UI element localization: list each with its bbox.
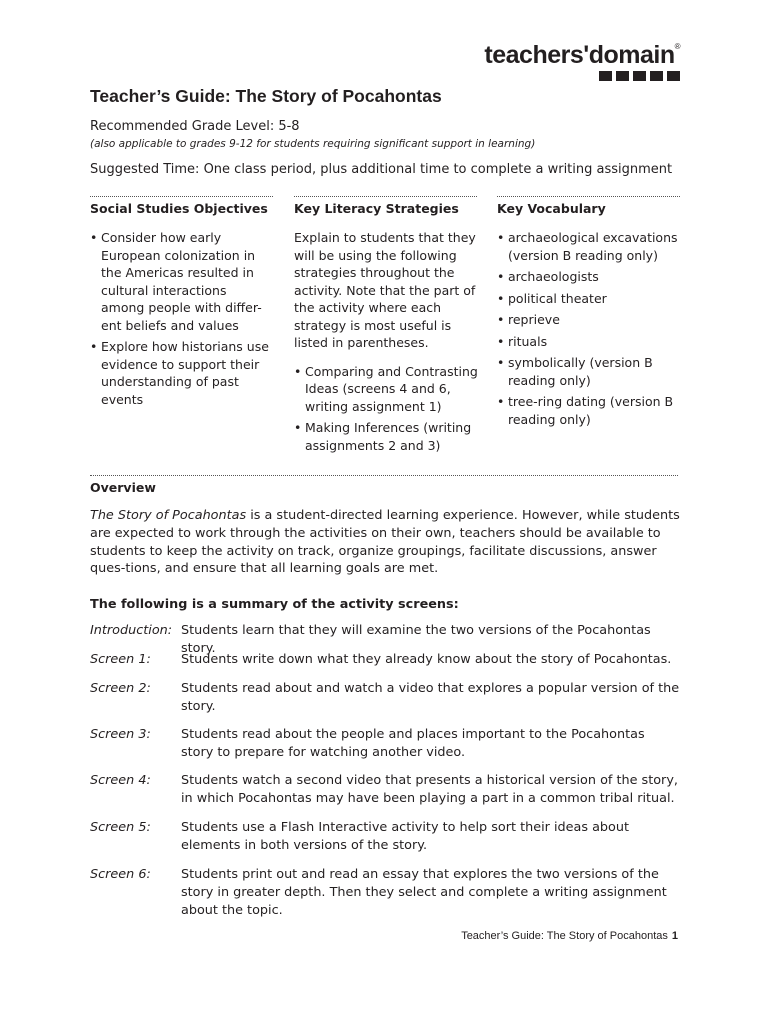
list-item: • rituals: [497, 333, 682, 351]
overview-title: The Story of Pocahontas: [90, 508, 247, 523]
screen-label: Screen 1:: [90, 652, 151, 667]
screen-description: Students write down what they already know about the story of Pocahontas.: [181, 652, 672, 667]
screen-description: Students watch a second video that presents a historical version of the story, in which Pocahontas may have been playing a part in a common tribal ritual.: [181, 773, 678, 806]
screen-description: Students use a Flash Interactive activity to help sort their ideas about elements in both versions of the story.: [181, 820, 630, 853]
vocabulary-heading: Key Vocabulary: [497, 201, 606, 216]
grade-note: (also applicable to grades 9-12 for students requiring significant support in learning): [90, 138, 536, 150]
footer-title: Teacher’s Guide: The Story of Pocahontas: [461, 930, 668, 942]
screen-description: Students print out and read an essay that explores the two versions of the story in greater depth. Then they select and complete a writing assignment about the topic.: [181, 867, 667, 918]
objectives-list: [90, 229, 272, 412]
logo-blocks: [484, 71, 680, 81]
list-item: • Consider how early European colonization in the Americas resulted in cultural interactions among people with differ-ent beliefs and values: [90, 229, 272, 334]
logo-text: teachers'domain: [484, 41, 675, 69]
list-item: • symbolically (version B reading only): [497, 354, 682, 389]
literacy-section: [294, 229, 479, 458]
list-item: • archaeological excavations (version B reading only): [497, 229, 682, 264]
list-item: • Explore how historians use evidence to support their understanding of past events: [90, 338, 272, 408]
overview-text: [90, 507, 680, 578]
suggested-time: Suggested Time: One class period, plus additional time to complete a writing assignment: [90, 162, 673, 177]
screen-description: Students learn that they will examine the two versions of the Pocahontas story.: [181, 623, 651, 656]
literacy-heading: Key Literacy Strategies: [294, 201, 459, 216]
screen-description: Students read about and watch a video that explores a popular version of the story.: [181, 681, 680, 714]
page-number: 1: [671, 930, 678, 942]
list-item: • political theater: [497, 290, 682, 308]
overview-heading: Overview: [90, 480, 156, 495]
screen-label: Screen 3:: [90, 727, 151, 742]
list-item: • reprieve: [497, 311, 682, 329]
list-item: • Comparing and Contrasting Ideas (screens 4 and 6, writing assignment 1): [294, 363, 479, 416]
screen-label: Screen 5:: [90, 820, 151, 835]
screen-label: Screen 2:: [90, 681, 151, 696]
page-title: Teacher’s Guide: The Story of Pocahontas: [90, 86, 442, 106]
list-item: • tree-ring dating (version B reading only): [497, 393, 682, 428]
summary-heading: The following is a summary of the activity screens:: [90, 597, 459, 612]
objectives-heading: Social Studies Objectives: [90, 201, 268, 216]
vocabulary-list: [497, 229, 682, 432]
literacy-intro: Explain to students that they will be using the following strategies throughout the activity. Note that the part of the activity where each strategy is most useful is listed in parentheses.: [294, 230, 476, 350]
screen-description: Students read about the people and places important to the Pocahontas story to prepare for watching another video.: [181, 727, 645, 760]
list-item: • archaeologists: [497, 268, 682, 286]
teachers-domain-logo: [484, 43, 680, 81]
divider: [90, 475, 678, 476]
screen-label: Screen 4:: [90, 773, 151, 788]
grade-level: Recommended Grade Level: 5-8: [90, 119, 300, 134]
registered-mark: ®: [674, 42, 680, 51]
divider: [90, 196, 273, 197]
screen-label: Screen 6:: [90, 867, 151, 882]
page-footer: [461, 930, 678, 942]
list-item: • Making Inferences (writing assignments 2 and 3): [294, 419, 479, 454]
overview-body: is a student-directed learning experience. However, while students are expected to work through the activities on their own, teachers should be available to students to keep the activity on track, organize groupings, facilitate discussions, answer ques-tions, and ensure that all learning goals are met.: [90, 508, 680, 577]
screen-label: Introduction:: [90, 623, 173, 638]
divider: [294, 196, 477, 197]
divider: [497, 196, 680, 197]
